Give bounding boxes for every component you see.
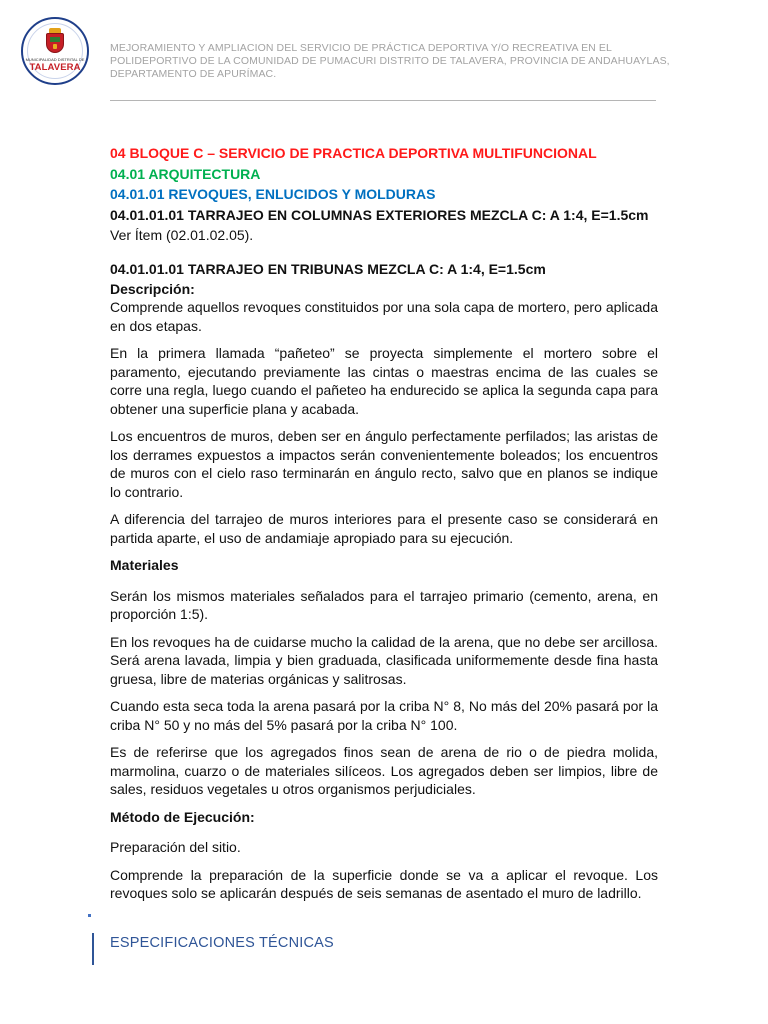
logo-name: TALAVERA <box>29 62 81 73</box>
method-paragraph: Comprende la preparación de la superficie donde se va a aplicar el revoque. Los revoques solo se aplicarán después de seis semanas de asentado el muro de ladrillo. <box>110 866 658 901</box>
item-heading: 04.01.01.01 TARRAJEO EN COLUMNAS EXTERIORES MEZCLA C: A 1:4, E=1.5cm <box>110 206 649 223</box>
method-paragraph: Preparación del sitio. <box>110 839 241 855</box>
materials-paragraph: En los revoques ha de cuidarse mucho la calidad de la arena, que no debe ser arcillosa. Será arena lavada, limpia y bien graduada, clasificada uniformemente desde fina hasta gruesa, libre de materias orgánicas y salitrosas. <box>110 633 658 687</box>
shield-icon <box>46 33 64 53</box>
description-paragraph: En la primera llamada “pañeteo” se proyecta simplemente el mortero sobre el paramento, ejecutando previamente las cintas o maestras encima de las cuales se corre una regla, luego cuando el pañeteo ha endurecido se aplica la segunda capa para obtener una superficie plana y acabada. <box>110 345 658 417</box>
footer-marker <box>88 914 91 917</box>
logo-caption: MUNICIPALIDAD DISTRITAL DE <box>25 57 85 62</box>
subsection-heading: 04.01.01 REVOQUES, ENLUCIDOS Y MOLDURAS <box>110 186 436 202</box>
description-paragraph: Los encuentros de muros, deben ser en ángulo perfectamente perfilados; las aristas de los derrames expuestos a impactos serán convenientemente boleados; los encuentros de muros con el cielo raso terminarán en ángulo recto, salvo que en planos se indique lo contrario. <box>110 428 658 500</box>
section-heading: 04.01 ARQUITECTURA <box>110 165 261 182</box>
project-header <box>110 42 670 81</box>
footer-accent-bar <box>92 933 94 965</box>
item-reference: Ver Ítem (02.01.02.05). <box>110 227 254 243</box>
description-paragraph: Comprende aquellos revoques constituidos por una sola capa de mortero, pero aplicada en dos etapas. <box>110 299 658 334</box>
project-line: MEJORAMIENTO Y AMPLIACION DEL SERVICIO DE PRÁCTICA DEPORTIVA Y/O RECREATIVA EN EL <box>110 42 612 54</box>
project-line: DEPARTAMENTO DE APURÍMAC. <box>110 68 277 80</box>
block-heading: 04 BLOQUE C – SERVICIO DE PRACTICA DEPORTIVA MULTIFUNCIONAL <box>110 145 597 161</box>
materials-label: Materiales <box>110 557 179 573</box>
materials-paragraph: Serán los mismos materiales señalados para el tarrajeo primario (cemento, arena, en proporción 1:5). <box>110 587 658 622</box>
description-label: Descripción: <box>110 280 195 297</box>
item-heading: 04.01.01.01 TARRAJEO EN TRIBUNAS MEZCLA C: A 1:4, E=1.5cm <box>110 261 546 277</box>
materials-paragraph: Cuando esta seca toda la arena pasará por la criba N° 8, No más del 20% pasará por la criba N° 50 y no más del 5% pasará por la criba N° 100. <box>110 698 658 733</box>
footer-title: ESPECIFICACIONES TÉCNICAS <box>110 935 334 951</box>
document-body <box>110 143 658 903</box>
materials-paragraph: Es de referirse que los agregados finos sean de arena de rio o de piedra molida, marmolina, cuarzo o de materiales silíceos. Los agregados deben ser limpios, libre de sales, residuos vegetales u otros organismos perjudiciales. <box>110 744 658 797</box>
municipality-logo <box>21 17 89 85</box>
method-label: Método de Ejecución: <box>110 808 255 825</box>
project-line: POLIDEPORTIVO DE LA COMUNIDAD DE PUMACURI DISTRITO DE TALAVERA, PROVINCIA DE ANDAHUAYLAS, <box>110 55 670 67</box>
header-divider <box>110 100 656 101</box>
spacer <box>110 245 658 259</box>
description-paragraph: A diferencia del tarrajeo de muros interiores para el presente caso se considerará en partida aparte, el uso de andamiaje apropiado para su ejecución. <box>110 511 658 546</box>
